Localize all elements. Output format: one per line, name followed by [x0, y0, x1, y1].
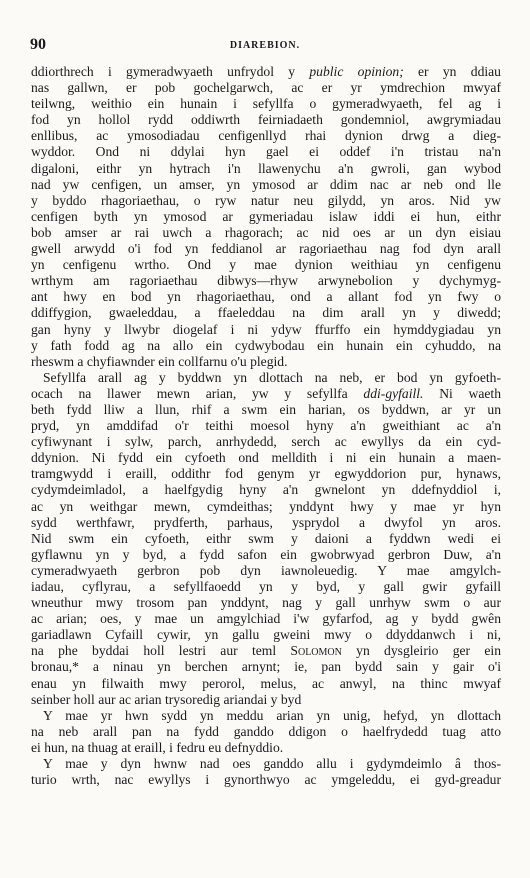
text-line	[31, 724, 501, 740]
text-segment: yn cenfigenu wrtho. Ond y mae dynion weithiau yn cenfigenu	[31, 257, 501, 273]
text-line	[31, 692, 501, 708]
text-line	[31, 659, 501, 675]
page-header	[30, 36, 500, 56]
text-segment: na phe byddai holl lestri aur teml	[31, 643, 291, 659]
text-line	[31, 289, 501, 305]
text-segment: y byddo rhagoriaethau, o ryw natur neu gilydd, yn aros. Nid yw	[31, 192, 501, 208]
text-segment: enllibus, ac ymosodiadau cenfigenllyd rhai dynion drwg a dieg-	[31, 128, 501, 144]
text-line	[31, 595, 501, 611]
text-line	[31, 193, 501, 209]
page-number: 90	[30, 36, 46, 53]
text-line	[31, 643, 501, 659]
text-line	[31, 676, 501, 692]
text-segment: Y mae yr hwn sydd yn meddu arian yn unig, hefyd, yn dlottach	[43, 707, 501, 723]
text-line	[31, 563, 501, 579]
text-line	[31, 209, 501, 225]
text-line	[31, 112, 501, 128]
text-line	[31, 547, 501, 563]
text-segment: tramgwydd i eraill, oddithr fod genym yr egwyddorion pur, hynaws,	[31, 466, 501, 482]
text-segment: wyddor. Ond ni ddylai hyn gael ei oddef i'n tristau na'n	[31, 144, 501, 160]
text-segment: nas gallwn, er pob gochelgarwch, ac er yr ymdrechion mwyaf	[31, 80, 501, 96]
text-segment: Y mae y dyn hwnw nad oes ganddo allu i gydymdeimlo â thos-	[43, 756, 501, 772]
text-line	[31, 450, 501, 466]
text-line	[31, 772, 501, 788]
text-segment: wneuthur mwy trosom pan ynddynt, nag y gall unrhyw swm o aur	[31, 595, 501, 611]
text-segment: digaloni, eithr yn hytrach i'n llawenychu a'n gwroli, gan wybod	[31, 160, 501, 176]
text-line	[31, 128, 501, 144]
text-segment: ei hun, na thuag at eraill, i fedru eu defnyddio.	[31, 739, 284, 755]
text-segment: nad yw cenfigen, un amser, yn ymosod ar ddim nac ar neb ond lle	[31, 176, 501, 192]
text-line	[31, 434, 501, 450]
text-segment: wrthym am ragoriaethau dibwys—rhyw arwynebolion y dychymyg-	[31, 273, 501, 289]
text-segment: ocach na llawer mewn arian, yw y sefyllfa	[31, 385, 364, 401]
text-segment: Sefyllfa arall ag y byddwn yn dlottach na neb, er bod yn gyfoeth-	[43, 369, 501, 385]
text-segment: Nid swm ein cyfoeth, eithr swm y daioni a fyddwn wedi ei	[31, 530, 501, 546]
text-line	[31, 354, 501, 370]
text-segment: cyfiwynant i sylw, parch, anrhydedd, serch ac ewyllys da ein cyd-	[31, 434, 501, 450]
text-line	[31, 531, 501, 547]
text-segment: enau yn filwaith mwy perorol, melus, ac anwyl, na thinc mwyaf	[31, 675, 501, 691]
text-line	[31, 64, 501, 80]
text-line	[31, 579, 501, 595]
text-segment: turio wrth, nac ewyllys i gynorthwyo ac ymgeleddu, ei gyd-greadur	[31, 772, 501, 788]
text-line	[31, 370, 501, 386]
text-line	[31, 740, 501, 756]
text-line	[31, 708, 501, 724]
text-segment: er yn ddiau	[403, 64, 501, 79]
text-segment: ddiffygion, gwaeleddau, a ffaeleddau na dim arall yn y diwedd;	[31, 305, 501, 321]
body-text	[31, 64, 501, 788]
text-segment: ddynion. Ni fydd ein cyfoeth ond melldith i ni ein hunain a maen-	[31, 450, 501, 466]
text-line	[31, 418, 501, 434]
text-line	[31, 338, 501, 354]
text-segment: teilwng, weithio ein hunain i sefyllfa o gymeradwyaeth, fel ag i	[31, 96, 501, 112]
text-line	[31, 499, 501, 515]
text-segment: ddiorthrech i gymeradwyaeth unfrydol y	[31, 64, 310, 79]
text-line	[31, 273, 501, 289]
text-line	[31, 322, 501, 338]
text-segment: ac arian; oes, y mae un amgylchiad i'w gyfarfod, ag y bydd gwên	[31, 611, 501, 627]
text-line	[31, 177, 501, 193]
text-segment: fod yn hollol rydd oddiwrth feirniadaeth gondemniol, awgrymiadau	[31, 112, 501, 128]
text-segment: gwell arwydd o'i fod yn feddianol ar ragoriaethau nag fod dyn arall	[31, 241, 501, 257]
italic-phrase: public opinion;	[309, 64, 404, 79]
text-segment: bob amser ar rai uwch a rhagorach; ac nid oes ar un dyn eisiau	[31, 224, 501, 240]
text-segment: yn dysgleirio ger ein	[341, 643, 501, 659]
text-segment: ac yn weithgar mewn, cymdeithas; ynddynt hwy y mae yr hyn	[31, 498, 501, 514]
text-line	[31, 161, 501, 177]
text-segment: gan hyny y llwybr diogelaf i ni ydyw ffurffo ein hymddygiadau yn	[31, 321, 501, 337]
text-segment: gariadlawn Cyfaill cywir, yn gallu gweini mwy o ddyddanwch i ni,	[31, 627, 501, 643]
text-line	[31, 257, 501, 273]
italic-phrase: ddi-gyfaill.	[363, 385, 424, 401]
text-line	[31, 80, 501, 96]
text-segment: cenfigen byth yn ymosod ar gymeriadau islaw iddi ei hun, eithr	[31, 208, 501, 224]
text-segment: beth fydd lliw a llun, rhif a swm ein harian, os byddwn, ar yr un	[31, 401, 501, 417]
text-line	[31, 482, 501, 498]
text-line	[31, 96, 501, 112]
text-line	[31, 144, 501, 160]
running-title: DIAREBION.	[229, 40, 301, 51]
text-segment: seinber holl aur ac arian trysoredig ariandai y byd	[31, 691, 302, 707]
small-caps-name: Solomon	[290, 643, 342, 659]
text-line	[31, 386, 501, 402]
text-segment: Ni waeth	[423, 385, 501, 401]
text-line	[31, 305, 501, 321]
text-segment: cymeradwyaeth gerbron pob dyn iawnoleuedig. Y mae amgylch-	[31, 562, 501, 578]
text-segment: iadau, cyflyrau, a sefyllfaoedd yn y byd, y gall gwir gyfaill	[31, 579, 501, 594]
text-line	[31, 466, 501, 482]
text-line	[31, 402, 501, 418]
text-segment: y fath fodd ag na allo ein cydwybodau ein hunain ein cyhuddo, na	[31, 337, 501, 353]
text-line	[31, 241, 501, 257]
text-segment: cydymdeimladol, a haelfgydig hyny a'n gwnelont yn ddefnyddiol i,	[31, 482, 501, 498]
text-segment: bronau,* a ninau yn berchen arnynt; ie, pan bydd sain y gair o'i	[31, 659, 501, 675]
text-segment: sydd werthfawr, prydferth, parhaus, ysprydol a dwyfol yn aros.	[31, 514, 501, 530]
text-line	[31, 225, 501, 241]
text-line	[31, 627, 501, 643]
text-line	[31, 756, 501, 772]
text-line	[31, 515, 501, 531]
text-segment: na neb arall pan na fydd ganddo ddigon o haelfrydedd tuag atto	[31, 723, 501, 739]
text-segment: gyflawnu yn y byd, a fydd safon ein gwobrwyad gerbron Duw, a'n	[31, 546, 501, 562]
text-segment: rheswm a chyfiawnder ein collfarnu o'u plegid.	[31, 353, 288, 369]
text-line	[31, 611, 501, 627]
text-segment: pryd, yn amddifad o'r teithi moesol hyny a'n gweithiant ac a'n	[31, 418, 501, 434]
text-segment: ant hwy en bod yn rhagoriaethau, ond a allant fod yn fwy o	[31, 289, 501, 305]
